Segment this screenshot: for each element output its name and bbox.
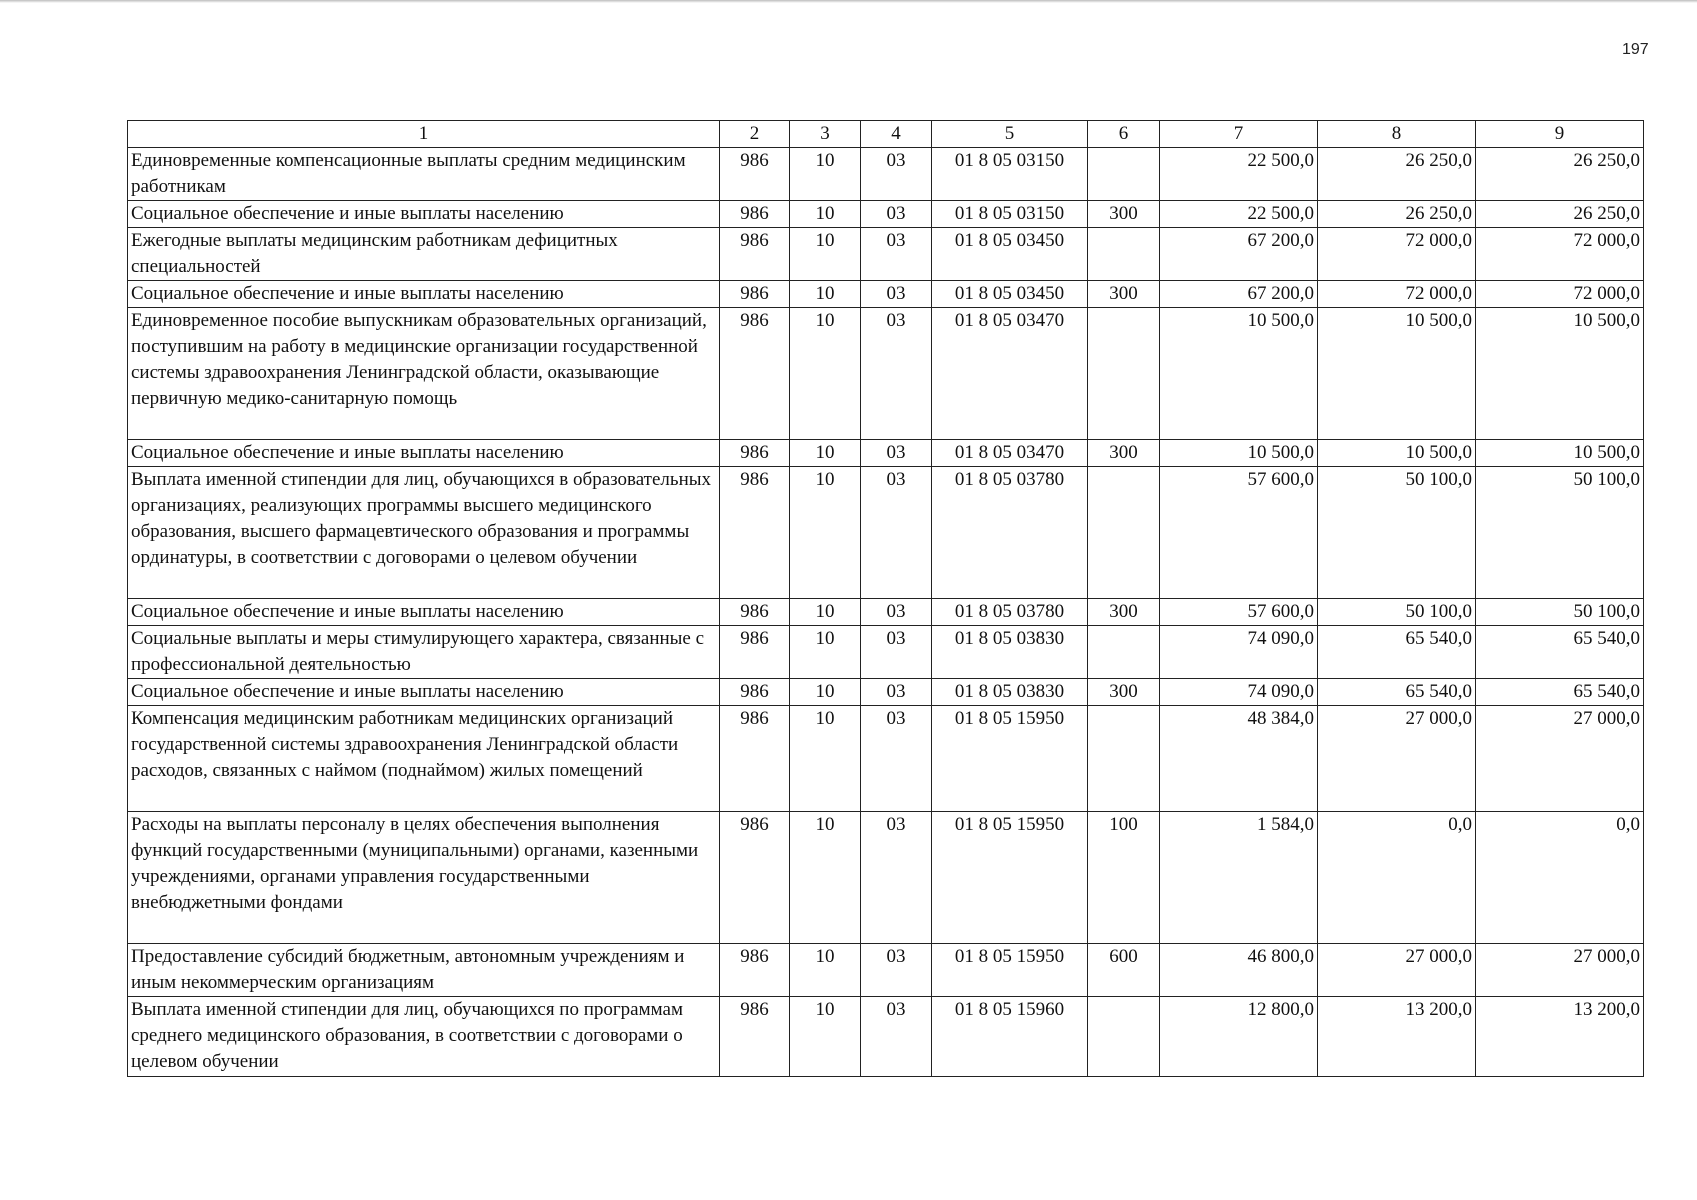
cell-admin-code: 986 bbox=[720, 440, 790, 467]
cell-expense-type bbox=[1088, 467, 1160, 599]
cell-expense-type: 300 bbox=[1088, 281, 1160, 308]
cell-admin-code: 986 bbox=[720, 201, 790, 228]
cell-target-article: 01 8 05 03470 bbox=[932, 440, 1088, 467]
cell-amount-8: 50 100,0 bbox=[1318, 599, 1476, 626]
row-name: Выплата именной стипендии для лиц, обучающихся в образовательных организациях, реализующих программы высшего медицинского образования, высшего фармацевтического образования и программы ординатуры, в соответствии с договорами о целевом обучении bbox=[128, 467, 720, 599]
row-name: Социальные выплаты и меры стимулирующего характера, связанные с профессиональной деятельностью bbox=[128, 626, 720, 679]
cell-section: 10 bbox=[790, 308, 861, 440]
cell-amount-9: 0,0 bbox=[1476, 812, 1644, 944]
column-header: 8 bbox=[1318, 121, 1476, 148]
cell-amount-9: 13 200,0 bbox=[1476, 997, 1644, 1077]
cell-admin-code: 986 bbox=[720, 308, 790, 440]
cell-admin-code: 986 bbox=[720, 148, 790, 201]
cell-amount-8: 10 500,0 bbox=[1318, 440, 1476, 467]
table-row bbox=[128, 679, 1644, 706]
table-row bbox=[128, 440, 1644, 467]
cell-subsection: 03 bbox=[861, 201, 932, 228]
cell-amount-7: 10 500,0 bbox=[1160, 440, 1318, 467]
cell-amount-8: 26 250,0 bbox=[1318, 148, 1476, 201]
cell-section: 10 bbox=[790, 467, 861, 599]
cell-expense-type bbox=[1088, 626, 1160, 679]
cell-amount-9: 26 250,0 bbox=[1476, 148, 1644, 201]
cell-target-article: 01 8 05 15950 bbox=[932, 706, 1088, 812]
cell-subsection: 03 bbox=[861, 281, 932, 308]
cell-amount-9: 65 540,0 bbox=[1476, 626, 1644, 679]
cell-expense-type: 300 bbox=[1088, 599, 1160, 626]
cell-section: 10 bbox=[790, 201, 861, 228]
table-row bbox=[128, 812, 1644, 944]
cell-expense-type: 600 bbox=[1088, 944, 1160, 997]
cell-amount-9: 10 500,0 bbox=[1476, 308, 1644, 440]
cell-amount-9: 27 000,0 bbox=[1476, 944, 1644, 997]
budget-table bbox=[127, 120, 1644, 1077]
cell-expense-type bbox=[1088, 706, 1160, 812]
cell-amount-7: 57 600,0 bbox=[1160, 467, 1318, 599]
cell-section: 10 bbox=[790, 599, 861, 626]
cell-section: 10 bbox=[790, 679, 861, 706]
cell-section: 10 bbox=[790, 997, 861, 1077]
page-number: 197 bbox=[1622, 41, 1649, 58]
cell-amount-7: 22 500,0 bbox=[1160, 201, 1318, 228]
cell-admin-code: 986 bbox=[720, 599, 790, 626]
row-name: Социальное обеспечение и иные выплаты населению bbox=[128, 599, 720, 626]
cell-amount-9: 27 000,0 bbox=[1476, 706, 1644, 812]
cell-section: 10 bbox=[790, 148, 861, 201]
table-row bbox=[128, 467, 1644, 599]
row-name: Социальное обеспечение и иные выплаты населению bbox=[128, 281, 720, 308]
cell-amount-8: 13 200,0 bbox=[1318, 997, 1476, 1077]
cell-admin-code: 986 bbox=[720, 679, 790, 706]
cell-amount-8: 72 000,0 bbox=[1318, 281, 1476, 308]
row-name: Расходы на выплаты персоналу в целях обеспечения выполнения функций государственными (муниципальными) органами, казенными учреждениями, органами управления государственными внебюджетными фондами bbox=[128, 812, 720, 944]
cell-section: 10 bbox=[790, 281, 861, 308]
cell-admin-code: 986 bbox=[720, 467, 790, 599]
cell-target-article: 01 8 05 15960 bbox=[932, 997, 1088, 1077]
cell-amount-9: 10 500,0 bbox=[1476, 440, 1644, 467]
cell-amount-7: 48 384,0 bbox=[1160, 706, 1318, 812]
cell-admin-code: 986 bbox=[720, 812, 790, 944]
cell-amount-7: 10 500,0 bbox=[1160, 308, 1318, 440]
cell-admin-code: 986 bbox=[720, 944, 790, 997]
cell-amount-9: 50 100,0 bbox=[1476, 467, 1644, 599]
cell-target-article: 01 8 05 03830 bbox=[932, 626, 1088, 679]
row-name: Ежегодные выплаты медицинским работникам дефицитных специальностей bbox=[128, 228, 720, 281]
cell-amount-8: 65 540,0 bbox=[1318, 679, 1476, 706]
cell-expense-type: 100 bbox=[1088, 812, 1160, 944]
table-row bbox=[128, 944, 1644, 997]
column-header: 5 bbox=[932, 121, 1088, 148]
cell-target-article: 01 8 05 03780 bbox=[932, 599, 1088, 626]
cell-subsection: 03 bbox=[861, 944, 932, 997]
cell-section: 10 bbox=[790, 944, 861, 997]
cell-section: 10 bbox=[790, 812, 861, 944]
column-header: 7 bbox=[1160, 121, 1318, 148]
cell-section: 10 bbox=[790, 228, 861, 281]
cell-expense-type bbox=[1088, 148, 1160, 201]
cell-amount-8: 10 500,0 bbox=[1318, 308, 1476, 440]
cell-target-article: 01 8 05 03780 bbox=[932, 467, 1088, 599]
cell-amount-8: 65 540,0 bbox=[1318, 626, 1476, 679]
cell-subsection: 03 bbox=[861, 599, 932, 626]
cell-target-article: 01 8 05 15950 bbox=[932, 944, 1088, 997]
column-header: 2 bbox=[720, 121, 790, 148]
cell-target-article: 01 8 05 03450 bbox=[932, 281, 1088, 308]
cell-subsection: 03 bbox=[861, 148, 932, 201]
cell-section: 10 bbox=[790, 626, 861, 679]
row-name: Социальное обеспечение и иные выплаты населению bbox=[128, 201, 720, 228]
cell-subsection: 03 bbox=[861, 997, 932, 1077]
row-name: Выплата именной стипендии для лиц, обучающихся по программам среднего медицинского образования, в соответствии с договорами о целевом обучении bbox=[128, 997, 720, 1077]
cell-amount-7: 1 584,0 bbox=[1160, 812, 1318, 944]
table-row bbox=[128, 148, 1644, 201]
cell-target-article: 01 8 05 03150 bbox=[932, 148, 1088, 201]
cell-subsection: 03 bbox=[861, 626, 932, 679]
cell-section: 10 bbox=[790, 706, 861, 812]
cell-expense-type bbox=[1088, 228, 1160, 281]
cell-expense-type: 300 bbox=[1088, 201, 1160, 228]
row-name: Предоставление субсидий бюджетным, автономным учреждениям и иным некоммерческим организациям bbox=[128, 944, 720, 997]
column-header: 6 bbox=[1088, 121, 1160, 148]
row-name: Социальное обеспечение и иные выплаты населению bbox=[128, 440, 720, 467]
row-name: Социальное обеспечение и иные выплаты населению bbox=[128, 679, 720, 706]
column-header: 9 bbox=[1476, 121, 1644, 148]
cell-target-article: 01 8 05 03150 bbox=[932, 201, 1088, 228]
cell-subsection: 03 bbox=[861, 812, 932, 944]
cell-section: 10 bbox=[790, 440, 861, 467]
cell-target-article: 01 8 05 03830 bbox=[932, 679, 1088, 706]
cell-amount-7: 74 090,0 bbox=[1160, 679, 1318, 706]
cell-amount-7: 74 090,0 bbox=[1160, 626, 1318, 679]
cell-subsection: 03 bbox=[861, 679, 932, 706]
row-name: Единовременное пособие выпускникам образовательных организаций, поступившим на работу в медицинские организации государственной системы здравоохранения Ленинградской области, оказывающие первичную медико-санитарную помощь bbox=[128, 308, 720, 440]
cell-amount-8: 27 000,0 bbox=[1318, 944, 1476, 997]
cell-expense-type: 300 bbox=[1088, 440, 1160, 467]
cell-amount-8: 26 250,0 bbox=[1318, 201, 1476, 228]
scan-top-edge bbox=[0, 0, 1697, 3]
table-row bbox=[128, 228, 1644, 281]
cell-target-article: 01 8 05 03470 bbox=[932, 308, 1088, 440]
cell-amount-9: 26 250,0 bbox=[1476, 201, 1644, 228]
cell-amount-7: 67 200,0 bbox=[1160, 228, 1318, 281]
cell-subsection: 03 bbox=[861, 706, 932, 812]
cell-subsection: 03 bbox=[861, 308, 932, 440]
table-row bbox=[128, 997, 1644, 1077]
table-row bbox=[128, 308, 1644, 440]
cell-subsection: 03 bbox=[861, 228, 932, 281]
cell-amount-9: 65 540,0 bbox=[1476, 679, 1644, 706]
cell-admin-code: 986 bbox=[720, 706, 790, 812]
column-header: 3 bbox=[790, 121, 861, 148]
table-row bbox=[128, 281, 1644, 308]
cell-expense-type bbox=[1088, 308, 1160, 440]
cell-target-article: 01 8 05 15950 bbox=[932, 812, 1088, 944]
cell-amount-8: 72 000,0 bbox=[1318, 228, 1476, 281]
cell-admin-code: 986 bbox=[720, 626, 790, 679]
row-name: Компенсация медицинским работникам медицинских организаций государственной системы здравоохранения Ленинградской области расходов, связанных с наймом (поднаймом) жилых помещений bbox=[128, 706, 720, 812]
cell-admin-code: 986 bbox=[720, 228, 790, 281]
cell-amount-7: 12 800,0 bbox=[1160, 997, 1318, 1077]
cell-expense-type bbox=[1088, 997, 1160, 1077]
table-row bbox=[128, 706, 1644, 812]
cell-amount-7: 57 600,0 bbox=[1160, 599, 1318, 626]
table-row bbox=[128, 626, 1644, 679]
cell-amount-7: 22 500,0 bbox=[1160, 148, 1318, 201]
cell-amount-9: 72 000,0 bbox=[1476, 281, 1644, 308]
column-header: 4 bbox=[861, 121, 932, 148]
cell-amount-9: 50 100,0 bbox=[1476, 599, 1644, 626]
table-row bbox=[128, 599, 1644, 626]
table-header-row bbox=[128, 121, 1644, 148]
cell-subsection: 03 bbox=[861, 440, 932, 467]
cell-target-article: 01 8 05 03450 bbox=[932, 228, 1088, 281]
cell-amount-7: 46 800,0 bbox=[1160, 944, 1318, 997]
row-name: Единовременные компенсационные выплаты средним медицинским работникам bbox=[128, 148, 720, 201]
cell-amount-9: 72 000,0 bbox=[1476, 228, 1644, 281]
table-row bbox=[128, 201, 1644, 228]
cell-expense-type: 300 bbox=[1088, 679, 1160, 706]
cell-subsection: 03 bbox=[861, 467, 932, 599]
cell-admin-code: 986 bbox=[720, 997, 790, 1077]
cell-amount-8: 0,0 bbox=[1318, 812, 1476, 944]
cell-admin-code: 986 bbox=[720, 281, 790, 308]
cell-amount-7: 67 200,0 bbox=[1160, 281, 1318, 308]
cell-amount-8: 27 000,0 bbox=[1318, 706, 1476, 812]
cell-amount-8: 50 100,0 bbox=[1318, 467, 1476, 599]
column-header: 1 bbox=[128, 121, 720, 148]
